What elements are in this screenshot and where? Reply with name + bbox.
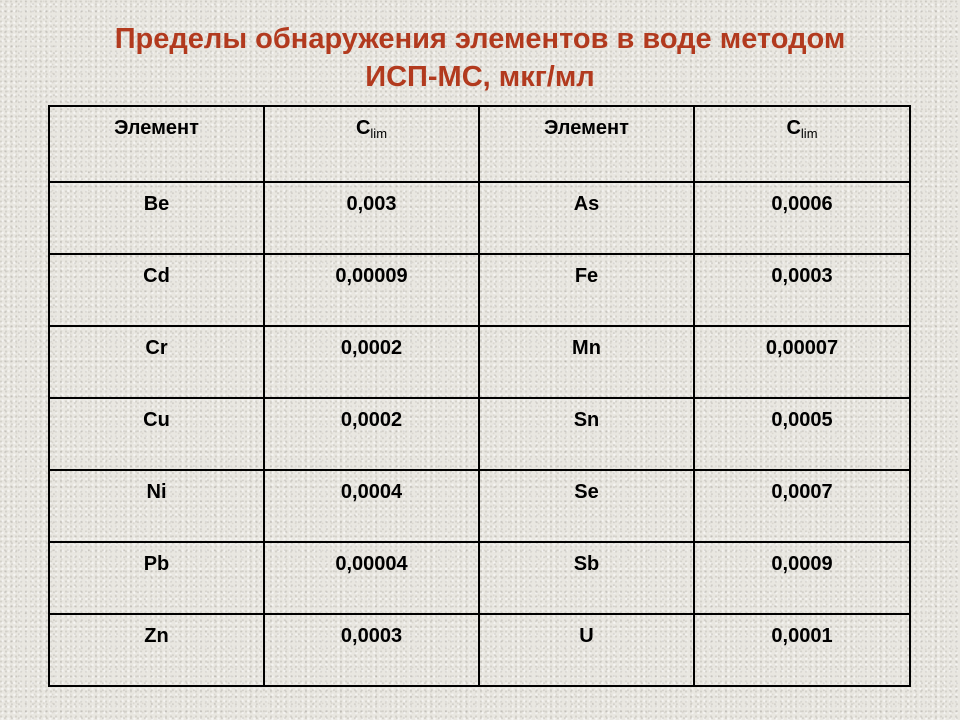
clim-value-cell: 0,0009 xyxy=(694,542,910,614)
element-cell: Mn xyxy=(479,326,694,398)
header-clim-right-sub: lim xyxy=(800,126,818,141)
element-cell: Cd xyxy=(49,254,264,326)
clim-value-cell: 0,0004 xyxy=(264,470,479,542)
element-cell: Fe xyxy=(479,254,694,326)
element-cell: Se xyxy=(479,470,694,542)
clim-value-cell: 0,0001 xyxy=(694,614,910,686)
clim-value-cell: 0,0006 xyxy=(694,182,910,254)
clim-value-cell: 0,0007 xyxy=(694,470,910,542)
clim-value-cell: 0,0005 xyxy=(694,398,910,470)
header-element-right-label: Элемент xyxy=(544,117,629,139)
element-cell: U xyxy=(479,614,694,686)
detection-limits-table xyxy=(48,105,911,687)
table-row xyxy=(49,470,910,542)
header-element-left-label: Элемент xyxy=(114,117,199,139)
table-row xyxy=(49,326,910,398)
clim-value-cell: 0,0003 xyxy=(264,614,479,686)
table-row xyxy=(49,542,910,614)
element-cell: Cr xyxy=(49,326,264,398)
header-clim-left xyxy=(264,106,479,182)
header-clim-left-sub: lim xyxy=(370,126,388,141)
table-row xyxy=(49,254,910,326)
element-cell: Ni xyxy=(49,470,264,542)
element-cell: Cu xyxy=(49,398,264,470)
table-row xyxy=(49,398,910,470)
header-clim-right xyxy=(694,106,910,182)
clim-value-cell: 0,003 xyxy=(264,182,479,254)
slide-title-line-2: ИСП-МС, мкг/мл xyxy=(365,61,595,93)
header-element-right xyxy=(479,106,694,182)
header-clim-left-main: C xyxy=(355,117,371,139)
element-cell: Be xyxy=(49,182,264,254)
slide-title xyxy=(40,20,920,96)
clim-value-cell: 0,0003 xyxy=(694,254,910,326)
clim-value-cell: 0,00007 xyxy=(694,326,910,398)
element-cell: Zn xyxy=(49,614,264,686)
element-cell: Sn xyxy=(479,398,694,470)
clim-value-cell: 0,00004 xyxy=(264,542,479,614)
header-element-left xyxy=(49,106,264,182)
element-cell: Sb xyxy=(479,542,694,614)
element-cell: Pb xyxy=(49,542,264,614)
clim-value-cell: 0,0002 xyxy=(264,398,479,470)
element-cell: As xyxy=(479,182,694,254)
table-row xyxy=(49,182,910,254)
header-clim-right-main: C xyxy=(786,117,801,139)
slide-title-line-1: Пределы обнаружения элементов в воде методом xyxy=(114,23,846,55)
table-header-row xyxy=(49,106,910,182)
clim-value-cell: 0,0002 xyxy=(264,326,479,398)
table-row xyxy=(49,614,910,686)
clim-value-cell: 0,00009 xyxy=(264,254,479,326)
